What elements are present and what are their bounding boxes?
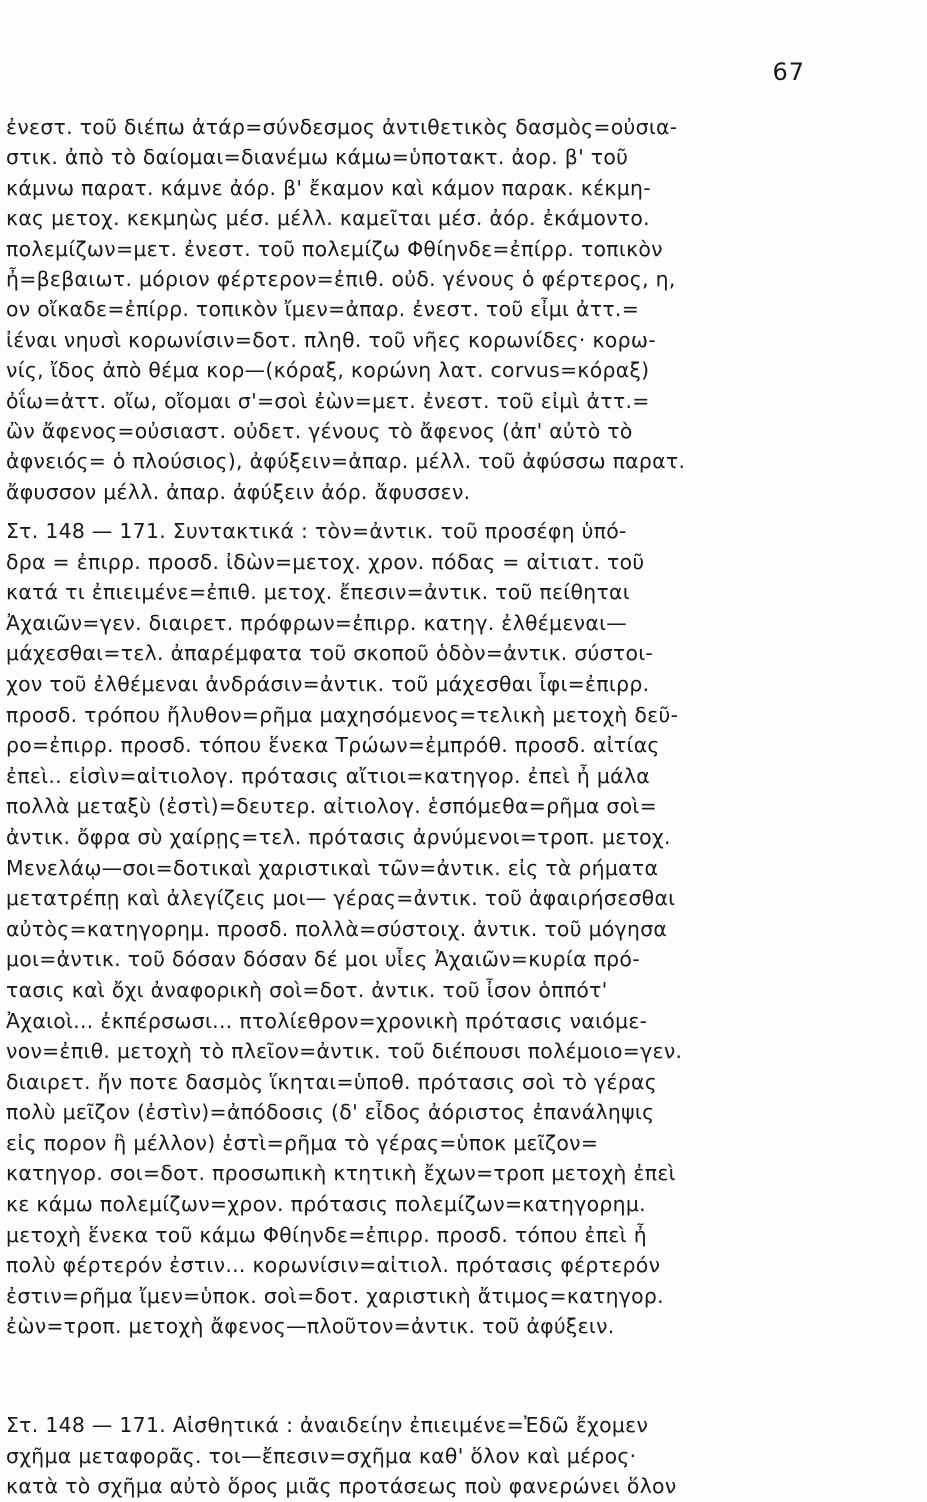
text-line: στικ. ἀπὸ τὸ δαίομαι=διανέμω κάμω=ὑποτακτ. ἀορ. β' τοῦ bbox=[6, 145, 629, 170]
page-number: 67 bbox=[772, 58, 805, 86]
text-line: κατά τι ἐπιειμένε=ἐπιθ. μετοχ. ἔπεσιν=ἀντικ. τοῦ πείθηται bbox=[6, 580, 630, 605]
text-line: κατηγορ. σοι=δοτ. προσωπικὴ κτητικὴ ἔχων=τροπ μετοχὴ ἐπεὶ bbox=[6, 1161, 676, 1186]
text-line: κάμνω παρατ. κάμνε ἀόρ. β' ἔκαμον καὶ κάμον παρακ. κέκμη- bbox=[6, 175, 651, 200]
text-line: ἰέναι νηυσὶ κορωνίσιν=δοτ. πληθ. τοῦ νῆες κορωνίδες· κορω- bbox=[6, 327, 656, 352]
paragraph-syntactic bbox=[6, 516, 832, 1342]
text-line: ἦ=βεβαιωτ. μόριον φέρτερον=ἐπιθ. οὐδ. γένους ὁ φέρτερος, η, bbox=[6, 266, 676, 291]
text-line: ον οἴκαδε=ἐπίρρ. τοπικὸν ἴμεν=ἀπαρ. ἐνεστ. τοῦ εἶμι ἀττ.= bbox=[6, 297, 640, 322]
text-line: ἀντικ. ὄφρα σὺ χαίρῃς=τελ. πρότασις ἀρνύμενοι=τροπ. μετοχ. bbox=[6, 824, 671, 849]
text-line: ἐστιν=ρῆμα ἴμεν=ὑποκ. σοὶ=δοτ. χαριστικὴ ἄτιμος=κατηγορ. bbox=[6, 1283, 664, 1308]
text-line: χον τοῦ ἐλθέμεναι ἀνδράσιν=ἀντικ. τοῦ μάχεσθαι ἶφι=ἐπιρρ. bbox=[6, 671, 650, 696]
text-line: προσδ. τρόπου ἤλυθον=ρῆμα μαχησόμενος=τελικὴ μετοχὴ δεῦ- bbox=[6, 702, 679, 727]
text-line: Στ. 148 — 171. Συντακτικά : τὸν=ἀντικ. τοῦ προσέφη ὑπό- bbox=[6, 519, 627, 543]
text-line: διαιρετ. ἤν ποτε δασμὸς ἵκηται=ὑποθ. πρότασις σοὶ τὸ γέρας bbox=[6, 1069, 658, 1094]
text-line: ρο=ἐπιρρ. προσδ. τόπου ἕνεκα Τρώων=ἐμπρόθ. προσδ. αἰτίας bbox=[6, 733, 660, 758]
text-line: νίς, ἴδος ἀπὸ θέμα κορ—(κόραξ, κορώνη λατ. corvus=κόραξ) bbox=[6, 358, 650, 383]
text-line: ἐὼν=τροπ. μετοχὴ ἄφενος—πλοῦτον=ἀντικ. τοῦ ἀφύξειν. bbox=[6, 1314, 615, 1339]
text-line: Μενελάῳ—σοι=δοτικαὶ χαριστικαὶ τῶν=ἀντικ. εἰς τὰ ρήματα bbox=[6, 855, 659, 880]
text-line: μοι=ἀντικ. τοῦ δόσαν δόσαν δέ μοι υἷες Ἀχαιῶν=κυρία πρό- bbox=[6, 947, 640, 972]
text-line: κε κάμω πολεμίζων=χρον. πρότασις πολεμίζων=κατηγορημ. bbox=[6, 1192, 646, 1217]
text-line: Ἀχαιῶν=γεν. διαιρετ. πρόφρων=ἐπιρρ. κατηγ. ἐλθέμεναι— bbox=[6, 610, 627, 635]
text-line: πολεμίζων=μετ. ἐνεστ. τοῦ πολεμίζω Φθίηνδε=ἐπίρρ. τοπικὸν bbox=[6, 236, 663, 261]
text-line: δρα = ἐπιρρ. προσδ. ἰδὼν=μετοχ. χρον. πόδας = αἰτιατ. τοῦ bbox=[6, 549, 645, 574]
text-line: εἰς πορον ἢ μέλλον) ἐστὶ=ρῆμα τὸ γέρας=ὑποκ μεῖζον= bbox=[6, 1130, 599, 1155]
text-line: ὀΐω=ἀττ. οἴω, οἴομαι σ'=σοὶ ἐὼν=μετ. ἐνεστ. τοῦ εἰμὶ ἀττ.= bbox=[6, 388, 650, 413]
text-line: ἄφυσσον μέλλ. ἀπαρ. ἀφύξειν ἀόρ. ἄφυσσεν. bbox=[6, 479, 471, 504]
text-line: πολλὰ μεταξὺ (ἐστὶ)=δευτερ. αἰτιολογ. ἑσπόμεθα=ρῆμα σοὶ= bbox=[6, 794, 657, 819]
text-line: Στ. 148 — 171. Αἰσθητικά : ἀναιδείην ἐπιειμένε=Ἐδῶ ἔχομεν bbox=[6, 1413, 649, 1437]
text-line: αὐτὸς=κατηγορημ. προσδ. πολλὰ=σύστοιχ. ἀντικ. τοῦ μόγησα bbox=[6, 916, 668, 941]
text-line: πολὺ μεῖζον (ἐστὶν)=ἀπόδοσις (δ' εἶδος ἀόριστος ἐπανάληψις bbox=[6, 1100, 655, 1125]
text-line: νον=ἐπιθ. μετοχὴ τὸ πλεῖον=ἀντικ. τοῦ διέπουσι πολέμοιο=γεν. bbox=[6, 1039, 683, 1064]
text-line: ἀφνειός= ὁ πλούσιος), ἀφύξειν=ἀπαρ. μέλλ. τοῦ ἀφύσσω παρατ. bbox=[6, 449, 686, 474]
text-line: μάχεσθαι=τελ. ἀπαρέμφατα τοῦ σκοποῦ ὁδὸν=ἀντικ. σύστοι- bbox=[6, 641, 654, 666]
paragraph-vocabulary bbox=[6, 112, 832, 507]
text-line: ὢν ἄφενος=οὐσιαστ. οὐδετ. γένους τὸ ἄφενος (ἀπ' αὐτὸ τὸ bbox=[6, 418, 633, 443]
text-line: ἐπεὶ.. εἰσὶν=αἰτιολογ. πρότασις αἴτιοι=κατηγορ. ἐπεὶ ἦ μάλα bbox=[6, 763, 650, 788]
text-line: Ἀχαιοὶ... ἐκπέρσωσι... πτολίεθρον=χρονικὴ πρότασις ναιόμε- bbox=[6, 1008, 648, 1033]
text-line: τασις καὶ ὄχι ἀναφορικὴ σοὶ=δοτ. ἀντικ. τοῦ ἶσον ὁππότ' bbox=[6, 977, 608, 1002]
text-line: ἐνεστ. τοῦ διέπω ἀτάρ=σύνδεσμος ἀντιθετικὸς δασμὸς=οὐσια- bbox=[6, 115, 678, 139]
text-line: μετατρέπῃ καὶ ἀλεγίζεις μοι— γέρας=ἀντικ. τοῦ ἀφαιρήσεσθαι bbox=[6, 886, 676, 911]
text-line: κας μετοχ. κεκμηὼς μέσ. μέλλ. καμεῖται μέσ. ἀόρ. ἐκάμοντο. bbox=[6, 206, 650, 231]
text-line: μετοχὴ ἕνεκα τοῦ κάμω Φθίηνδε=ἐπιρρ. προσδ. τόπου ἐπεὶ ἦ bbox=[6, 1222, 647, 1247]
text-line: πολὺ φέρτερόν ἐστιν... κορωνίσιν=αἰτιολ. πρότασις φέρτερόν bbox=[6, 1253, 661, 1278]
text-line: κατὰ τὸ σχῆμα αὐτὸ ὅρος μιᾶς προτάσεως ποὺ φανερώνει ὅλον bbox=[6, 1474, 677, 1499]
paragraph-aesthetic bbox=[6, 1410, 832, 1502]
text-line: σχῆμα μεταφορᾶς. τοι—ἔπεσιν=σχῆμα καθ' ὅλον καὶ μέρος· bbox=[6, 1443, 637, 1468]
